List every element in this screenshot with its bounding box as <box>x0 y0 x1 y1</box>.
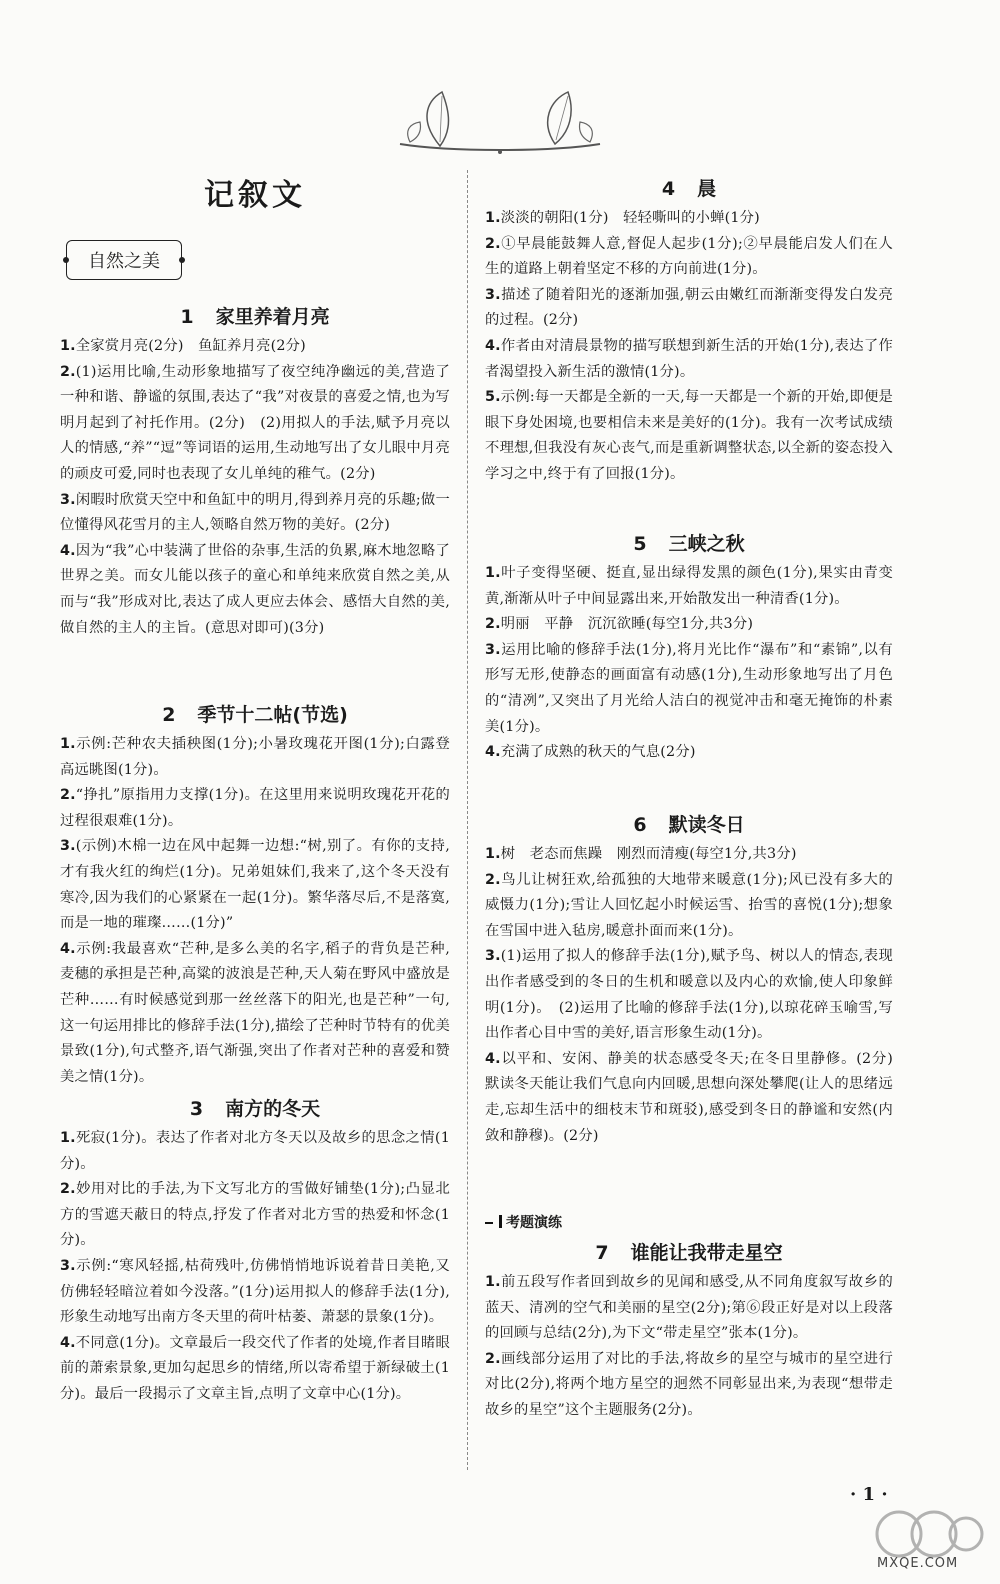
answer-item: 1.死寂(1分)。表达了作者对北方冬天以及故乡的思念之情(1分)。 <box>60 1130 450 1172</box>
answer-item: 3.(示例)木棉一边在风中起舞一边想:“树,别了。有你的支持,才有我火红的绚烂(1分)。兄弟姐妹们,我来了,这个冬天没有寒冷,因为我们的心紧紧在一起(1分)。繁华落尽后,不是落寞,而是一地的璀璨……(1分)” <box>60 838 450 932</box>
answer-item: 3.描述了随着阳光的逐渐加强,朝云由嫩红而渐渐变得发白发亮的过程。(2分) <box>485 286 893 329</box>
page-title: 记叙文 <box>204 178 306 213</box>
answer-item: 3.(1)运用了拟人的修辞手法(1分),赋予鸟、树以人的情态,表现出作者感受到的冬日的生机和暖意以及内心的欢愉,使人印象鲜明(1分)。 (2)运用了比喻的修辞手法(1分),以琼花碎玉喻雪,写出作者心目中雪的美好,语言形象生动(1分)。 <box>485 948 893 1042</box>
answer-list <box>60 732 450 1090</box>
answer-item: 2.鸟儿让树狂欢,给孤独的大地带来暖意(1分);风已没有多大的威慑力(1分);雪让人回忆起小时候运雪、抬雪的喜悦(1分);想象在雪国中进入毡房,暖意扑面而来(1分)。 <box>485 871 893 939</box>
answer-item: 2.妙用对比的手法,为下文写北方的雪做好铺垫(1分);凸显北方的雪遮天蔽日的特点,抒发了作者对北方雪的热爱和怀念(1分)。 <box>60 1181 450 1249</box>
article-3 <box>60 1092 450 1408</box>
answer-list <box>485 842 908 1149</box>
answer-list <box>485 561 893 766</box>
answer-item: 1.前五段写作者回到故乡的见闻和感受,从不同角度叙写故乡的蓝天、清冽的空气和美丽的星空(2分);第⑥段正好是对以上段落的回顾与总结(2分),为下文“带走星空”张本(1分)。 <box>485 1274 893 1342</box>
page-number: · 1 · <box>850 1484 888 1505</box>
answer-list <box>485 1270 893 1424</box>
article-title: 1 家里养着月亮 <box>180 306 330 328</box>
answer-item: 3.闲暇时欣赏天空中和鱼缸中的明月,得到养月亮的乐趣;做一位懂得风花雪月的主人,领略自然万物的美好。(2分) <box>60 491 450 534</box>
answer-item: 2.明丽 平静 沉沉欲睡(每空1分,共3分) <box>485 616 754 633</box>
article-title: 6 默读冬日 <box>633 814 745 836</box>
watermark-text: MXQE.COM <box>877 1556 959 1571</box>
section-label: 自然之美 <box>66 240 182 280</box>
answer-item: 3.运用比喻的修辞手法(1分),将月光比作“瀑布”和“素锦”,以有形写无形,使静态的画面富有动感(1分),生动形象地写出了月色的“清冽”,又突出了月光给人洁白的视觉冲击和毫无掩饰的朴素美(1分)。 <box>485 641 893 735</box>
answer-item: 1.淡淡的朝阳(1分) 轻轻嘶叫的小蝉(1分) <box>485 210 760 226</box>
article-title: 3 南方的冬天 <box>189 1098 321 1120</box>
article-2 <box>60 698 450 1090</box>
article-title: 4 晨 <box>661 178 717 200</box>
answer-item: 1.树 老态而焦躁 刚烈而清瘦(每空1分,共3分) <box>485 846 797 862</box>
exam-section-label: 考题演练 <box>485 1212 562 1232</box>
answer-list <box>60 334 450 641</box>
article-5 <box>485 527 893 766</box>
answer-item: 3.示例:“寒风轻摇,枯荷残叶,仿佛悄悄地诉说着昔日美艳,又仿佛轻轻暗泣着如今没落。”(1分)运用拟人的修辞手法(1分),形象生动地写出南方冬天里的荷叶枯萎、萧瑟的景象(1分)。 <box>60 1257 450 1326</box>
answer-item: 4.充满了成熟的秋天的气息(2分) <box>485 744 696 761</box>
answer-item: 2.(1)运用比喻,生动形象地描写了夜空纯净幽远的美,营造了一种和谐、静谧的氛围,表达了“我”对夜景的喜爱之情,也为写明月起到了衬托作用。(2分) (2)用拟人的手法,赋予月亮以人的情感,“养”“逗”等词语的运用,生动地写出了女儿眼中月亮的顽皮可爱,同时也表现了女儿单纯的稚气。(2分) <box>60 363 450 482</box>
answer-item: 4.示例:我最喜欢“芒种,是多么美的名字,稻子的背负是芒种,麦穗的承担是芒种,高粱的波浪是芒种,天人菊在野风中盛放是芒种……有时候感觉到那一丝丝落下的阳光,也是芒种”一句,这一句运用排比的修辞手法(1分),描绘了芒种时节特有的优美景致(1分),句式整齐,语气渐强,突出了作者对芒种的喜爱和赞美之情(1分)。 <box>60 940 450 1085</box>
article-title: 2 季节十二帖(节选) <box>162 704 348 726</box>
answer-item: 4.作者由对清晨景物的描写联想到新生活的开始(1分),表达了作者渴望投入新生活的激情(1分)。 <box>485 337 893 380</box>
article-1 <box>60 300 450 641</box>
answer-item: 2.画线部分运用了对比的手法,将故乡的星空与城市的星空进行对比(2分),将两个地方星空的迥然不同彰显出来,为表现“想带走故乡的星空”这个主题服务(2分)。 <box>485 1350 893 1418</box>
answer-item: 4.以平和、安闲、静美的状态感受冬天;在冬日里静修。(2分) 默读冬天能让我们气息向内回暖,思想向深处攀爬(让人的思绪远走,忘却生活中的细枝末节和斑驳),感受到冬日的静谧和安然(内敛和静穆)。(2分) <box>485 1050 908 1144</box>
column-divider <box>467 170 468 1470</box>
answer-item: 1.全家赏月亮(2分) 鱼缸养月亮(2分) <box>60 338 306 354</box>
answer-item: 2.“挣扎”原指用力支撑(1分)。在这里用来说明玫瑰花开花的过程很艰难(1分)。 <box>60 787 450 829</box>
answer-item: 4.因为“我”心中装满了世俗的杂事,生活的负累,麻木地忽略了世界之美。而女儿能以孩子的童心和单纯来欣赏自然之美,从而与“我”形成对比,表达了成人更应去体会、感悟大自然的美,做自然的主人的主旨。(意思对即可)(3分) <box>60 542 450 636</box>
article-6 <box>485 808 908 1149</box>
answer-item: 2.①早晨能鼓舞人意,督促人起步(1分);②早晨能启发人们在人生的道路上朝着坚定不移的方向前进(1分)。 <box>485 235 893 278</box>
answer-item: 1.叶子变得坚硬、挺直,显出绿得发黑的颜色(1分),果实由青变黄,渐渐从叶子中间显露出来,开始散发出一种清香(1分)。 <box>485 565 893 607</box>
article-title: 7 谁能让我带走星空 <box>595 1242 783 1264</box>
answer-list <box>60 1126 450 1408</box>
answer-item: 5.示例:每一天都是全新的一天,每一天都是一个新的开始,即便是眼下身处困境,也要相信未来是美好的(1分)。我有一次考试成绩不理想,但我没有灰心丧气,而是重新调整状态,以全新的姿态投入学习之中,终于有了回报(1分)。 <box>485 389 893 482</box>
answer-list <box>485 206 893 488</box>
article-4 <box>485 172 893 488</box>
article-7 <box>485 1236 893 1424</box>
answer-item: 1.示例:芒种农夫插秧图(1分);小暑玫瑰花开图(1分);白露登高远眺图(1分)。 <box>60 736 450 778</box>
leaf-ornament-icon <box>380 82 620 162</box>
answer-item: 4.不同意(1分)。文章最后一段交代了作者的处境,作者目睹眼前的萧索景象,更加勾起思乡的情绪,所以寄希望于新绿破土(1分)。最后一段揭示了文章主旨,点明了文章中心(1分)。 <box>60 1334 450 1402</box>
article-title: 5 三峡之秋 <box>633 533 745 555</box>
